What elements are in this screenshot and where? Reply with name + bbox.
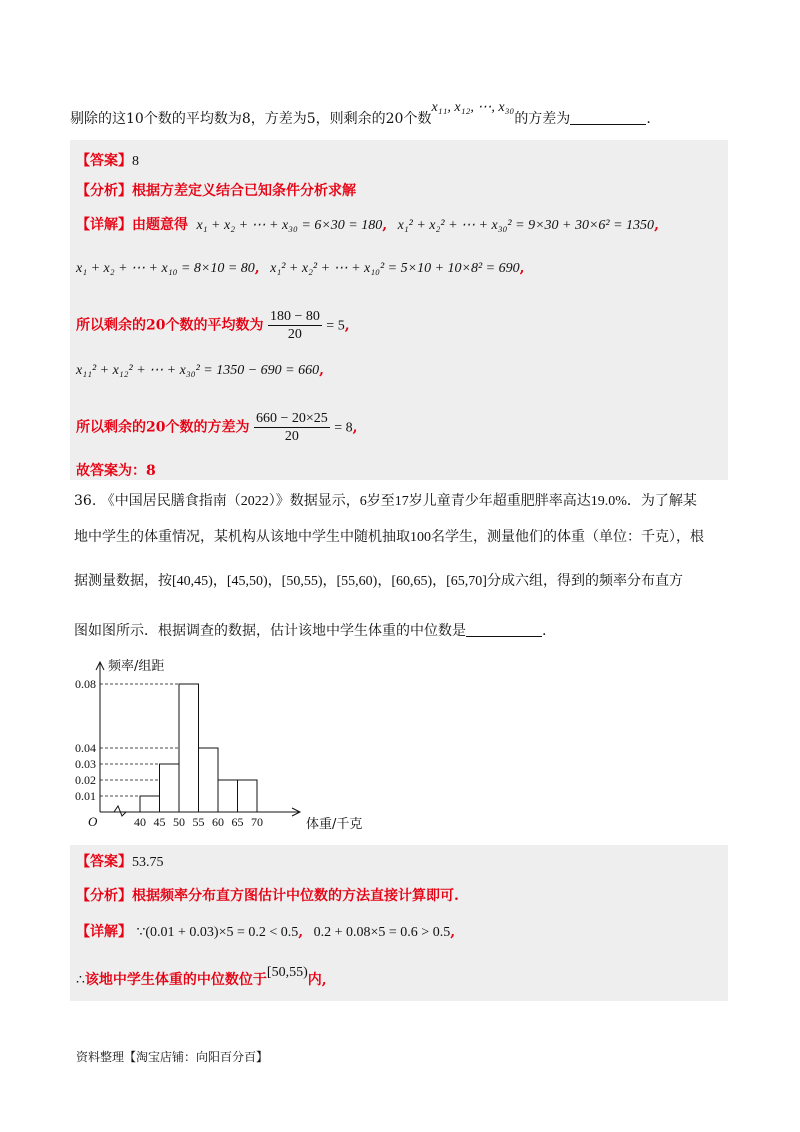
eq-sumsq-30: x₁² + x₂² + ⋯ + x₃₀² = 9×30 + 30×6² = 1350	[397, 218, 655, 233]
y-tick-label: 0.01	[75, 789, 96, 803]
comma: ,	[450, 924, 456, 940]
var-numerator: 660 − 20×25	[255, 411, 328, 426]
comma: ,	[319, 362, 324, 378]
x-tick-label: 50	[173, 815, 185, 829]
y-tick-label: 0.03	[75, 757, 96, 771]
conclusion-text: 该地中学生体重的中位数位于	[84, 972, 267, 988]
condition-1: ∵(0.01 + 0.03)×5 = 0.2 < 0.5	[136, 925, 299, 940]
q36-text: 岁儿童青少年超重肥胖率高达	[408, 493, 591, 509]
comma: ,	[382, 217, 388, 233]
q36-detail-row	[76, 921, 455, 941]
intro-text: 剔除的这10个数的平均数为8，方差为5，则剩余的20个数	[70, 111, 432, 127]
eq-sum-30: x₁ + x₂ + ⋯ + x₃₀ = 6×30 = 180	[196, 218, 383, 233]
histogram-bar	[179, 684, 199, 812]
q35-detail-row	[76, 214, 659, 234]
x-axis-title: 体重/千克	[306, 817, 363, 832]
var-text: 所以剩余的20个数的方差为	[76, 419, 250, 436]
analysis-text: 根据频率分布直方图估计中位数的方法直接计算即可.	[132, 888, 459, 904]
conclusion-tail: 内,	[307, 972, 327, 988]
mean-result: = 5	[326, 318, 345, 334]
answer-value: 53.75	[132, 855, 164, 870]
q36-line-2	[74, 530, 704, 545]
q36-rate: 19.0%	[590, 494, 627, 509]
q36-period: .	[542, 623, 547, 639]
comma: ,	[519, 260, 525, 276]
x-tick-label: 55	[192, 815, 205, 829]
mean-denominator: 20	[287, 327, 302, 342]
answer-value: 8	[132, 154, 139, 169]
detail-tag: 【详解】	[76, 217, 132, 233]
interval: [65,70]	[446, 574, 487, 589]
q36-text: ）》数据显示，	[268, 493, 360, 509]
interval: [55,60)	[336, 574, 378, 589]
q36-analysis-row	[76, 885, 459, 905]
q36-number: 36.	[74, 493, 97, 509]
q36-text: 据测量数据，按	[74, 573, 172, 589]
q36-text: 地中学生的体重情况，某机构从该地中学生中随机抽取	[74, 529, 410, 545]
q36-text: 《中国居民膳食指南（	[100, 493, 241, 509]
axis-break	[114, 806, 126, 816]
interval: [40,45)	[172, 574, 213, 589]
y-tick-label: 0.02	[75, 773, 96, 787]
separator: ，	[377, 573, 392, 589]
q36-line-1	[74, 494, 697, 509]
q35-answer-row	[76, 150, 139, 170]
histogram-bar	[238, 780, 258, 812]
detail-tag: 【详解】	[76, 924, 132, 940]
answer-blank	[466, 622, 542, 637]
q35-final: 故答案为：8	[76, 463, 156, 479]
x-tick-label: 70	[251, 815, 263, 829]
x-tick-label: 60	[212, 815, 224, 829]
intro-suffix: 的方差为	[514, 111, 571, 127]
comma: ,	[298, 924, 304, 940]
y-tick-label: 0.04	[75, 741, 96, 755]
histogram-bar	[218, 780, 238, 812]
var-fraction	[254, 410, 330, 445]
q36-age-min: 6	[359, 494, 367, 509]
q36-age-max: 17	[394, 494, 409, 509]
x-tick-label: 45	[153, 815, 166, 829]
q35-eq-row-3	[76, 362, 324, 379]
mean-fraction	[268, 308, 322, 343]
histogram-bar	[199, 748, 219, 812]
mean-numerator: 180 − 80	[269, 309, 320, 324]
intro-seq: x₁₁, x₁₂, ⋯, x₃₀	[431, 100, 515, 115]
separator: ，	[212, 573, 227, 589]
q36-answer-row	[76, 851, 164, 871]
q36-answer-box	[70, 845, 728, 1001]
eq-sumsq-remaining: x₁₁² + x₁₂² + ⋯ + x₃₀² = 1350 − 690 = 660	[76, 363, 320, 378]
mean-text: 所以剩余的20个数的平均数为	[76, 317, 264, 334]
q36-line-3	[74, 574, 683, 589]
q36-conclusion-row	[76, 965, 327, 989]
q36-text: 岁至	[366, 493, 395, 509]
x-tick-label: 65	[231, 815, 244, 829]
answer-blank	[570, 110, 646, 125]
separator: ，	[267, 573, 282, 589]
y-tick-label: 0.08	[75, 677, 96, 691]
intro-period: .	[646, 111, 651, 127]
analysis-tag: 【分析】	[76, 888, 132, 904]
separator: ，	[432, 573, 447, 589]
var-result: = 8	[334, 420, 353, 436]
eq-sum-10: x₁ + x₂ + ⋯ + x₁₀ = 8×10 = 80	[76, 261, 255, 276]
comma: ,	[352, 419, 358, 436]
separator: ，	[322, 573, 337, 589]
comma: ,	[344, 317, 350, 334]
comma: ,	[654, 217, 659, 233]
q36-year: 2022	[240, 494, 269, 509]
interval: [45,50)	[226, 574, 268, 589]
x-tick-label: 40	[134, 815, 146, 829]
median-interval: [50,55)	[266, 965, 308, 980]
answer-tag: 【答案】	[76, 854, 132, 870]
comma: ,	[254, 260, 260, 276]
therefore-symbol: ∴	[76, 973, 85, 988]
q36-text: 名学生，测量他们的体重（单位：千克），根	[431, 529, 704, 545]
q35-answer-box	[70, 140, 728, 480]
interval: [50,55)	[281, 574, 323, 589]
origin-label: O	[88, 814, 98, 829]
q36-sample-size: 100	[410, 530, 431, 545]
q36-text: 图如图所示．根据调查的数据，估计该地中学生体重的中位数是	[74, 623, 466, 639]
q35-eq-row-2	[76, 260, 524, 277]
detail-text: 由题意得	[132, 217, 188, 233]
eq-sumsq-10: x₁² + x₂² + ⋯ + x₁₀² = 5×10 + 10×8² = 690	[270, 261, 520, 276]
histogram-bar	[160, 764, 180, 812]
analysis-text: 根据方差定义结合已知条件分析求解	[132, 183, 356, 199]
q35-analysis-row	[76, 180, 356, 200]
y-axis-title: 频率/组距	[108, 659, 165, 674]
footer-text: 资料整理【淘宝店铺：向阳百分百】	[76, 1050, 269, 1064]
frequency-histogram	[64, 650, 384, 850]
intro-line	[70, 100, 651, 127]
analysis-tag: 【分析】	[76, 183, 132, 199]
q36-text: 分成六组，得到的频率分布直方	[486, 573, 683, 589]
interval: [60,65)	[391, 574, 433, 589]
q35-mean-row	[76, 308, 350, 343]
q36-line-4	[74, 622, 546, 638]
answer-tag: 【答案】	[76, 153, 132, 169]
q35-var-row	[76, 410, 357, 445]
q36-text: ．为了解某	[626, 493, 697, 509]
condition-2: 0.2 + 0.08×5 = 0.6 > 0.5	[313, 925, 451, 940]
var-denominator: 20	[284, 429, 299, 444]
histogram-bar	[140, 796, 160, 812]
